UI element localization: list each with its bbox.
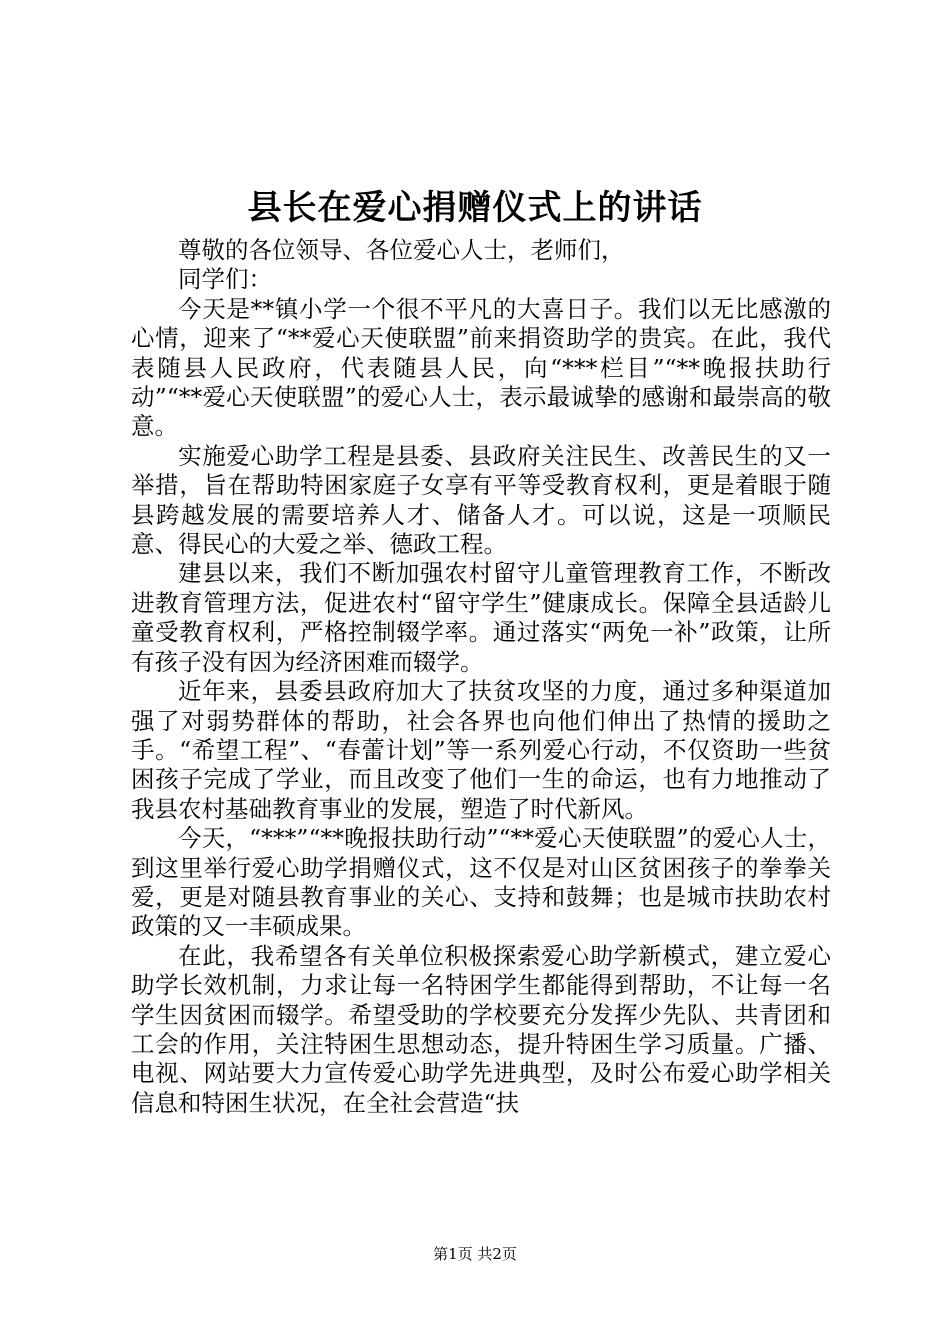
paragraph: 在此，我希望各有关单位积极探索爱心助学新模式，建立爱心助学长效机制，力求让每一名特困学生都能得到帮助，不让每一名学生因贫困而辍学。希望受助的学校要充分发挥少先队、共青团和工会的作用，关注特困生思想动态，提升特困生学习质量。广播、电视、网站要大力宣传爱心助学先进典型，及时公布爱心助学相关信息和特困生状况，在全社会营造“扶 [131,941,831,1117]
paragraph-salutation-cont: 同学们： [178,265,272,294]
paragraph: 建县以来，我们不断加强农村留守儿童管理教育工作，不断改进教育管理方法，促进农村“留守学生”健康成长。保障全县适龄儿童受教育权利，严格控制辍学率。通过落实“两免一补”政策，让所有孩子没有因为经济困难而辍学。 [131,559,831,676]
document-body [131,236,831,1118]
paragraph: 近年来，县委县政府加大了扶贫攻坚的力度，通过多种渠道加强了对弱势群体的帮助，社会各界也向他们伸出了热情的援助之手。“希望工程”、“春蕾计划”等一系列爱心行动，不仅资助一些贫困孩子完成了学业，而且改变了他们一生的命运，也有力地推动了我县农村基础教育事业的发展，塑造了时代新风。 [131,677,831,823]
page-number-footer: 第1页 共2页 [433,1245,517,1263]
document-title: 县长在爱心捐赠仪式上的讲话 [247,188,703,228]
paragraph: 今天是**镇小学一个很不平凡的大喜日子。我们以无比感激的心情，迎来了“**爱心天使联盟”前来捐资助学的贵宾。在此，我代表随县人民政府，代表随县人民，向“***栏目”“**晚报扶助行动”“**爱心天使联盟”的爱心人士，表示最诚挚的感谢和最崇高的敬意。 [131,294,831,441]
paragraph: 实施爱心助学工程是县委、县政府关注民生、改善民生的又一举措，旨在帮助特困家庭子女享有平等受教育权利，更是着眼于随县跨越发展的需要培养人才、储备人才。可以说，这是一项顺民意、得民心的大爱之举、德政工程。 [131,441,831,559]
paragraph-salutation: 尊敬的各位领导、各位爱心人士，老师们， [178,236,625,264]
paragraph: 今天，“***”“**晚报扶助行动”“**爱心天使联盟”的爱心人士，到这里举行爱心助学捐赠仪式，这不仅是对山区贫困孩子的拳拳关爱，更是对随县教育事业的关心、支持和鼓舞；也是城市扶助农村政策的又一丰硕成果。 [131,824,831,941]
